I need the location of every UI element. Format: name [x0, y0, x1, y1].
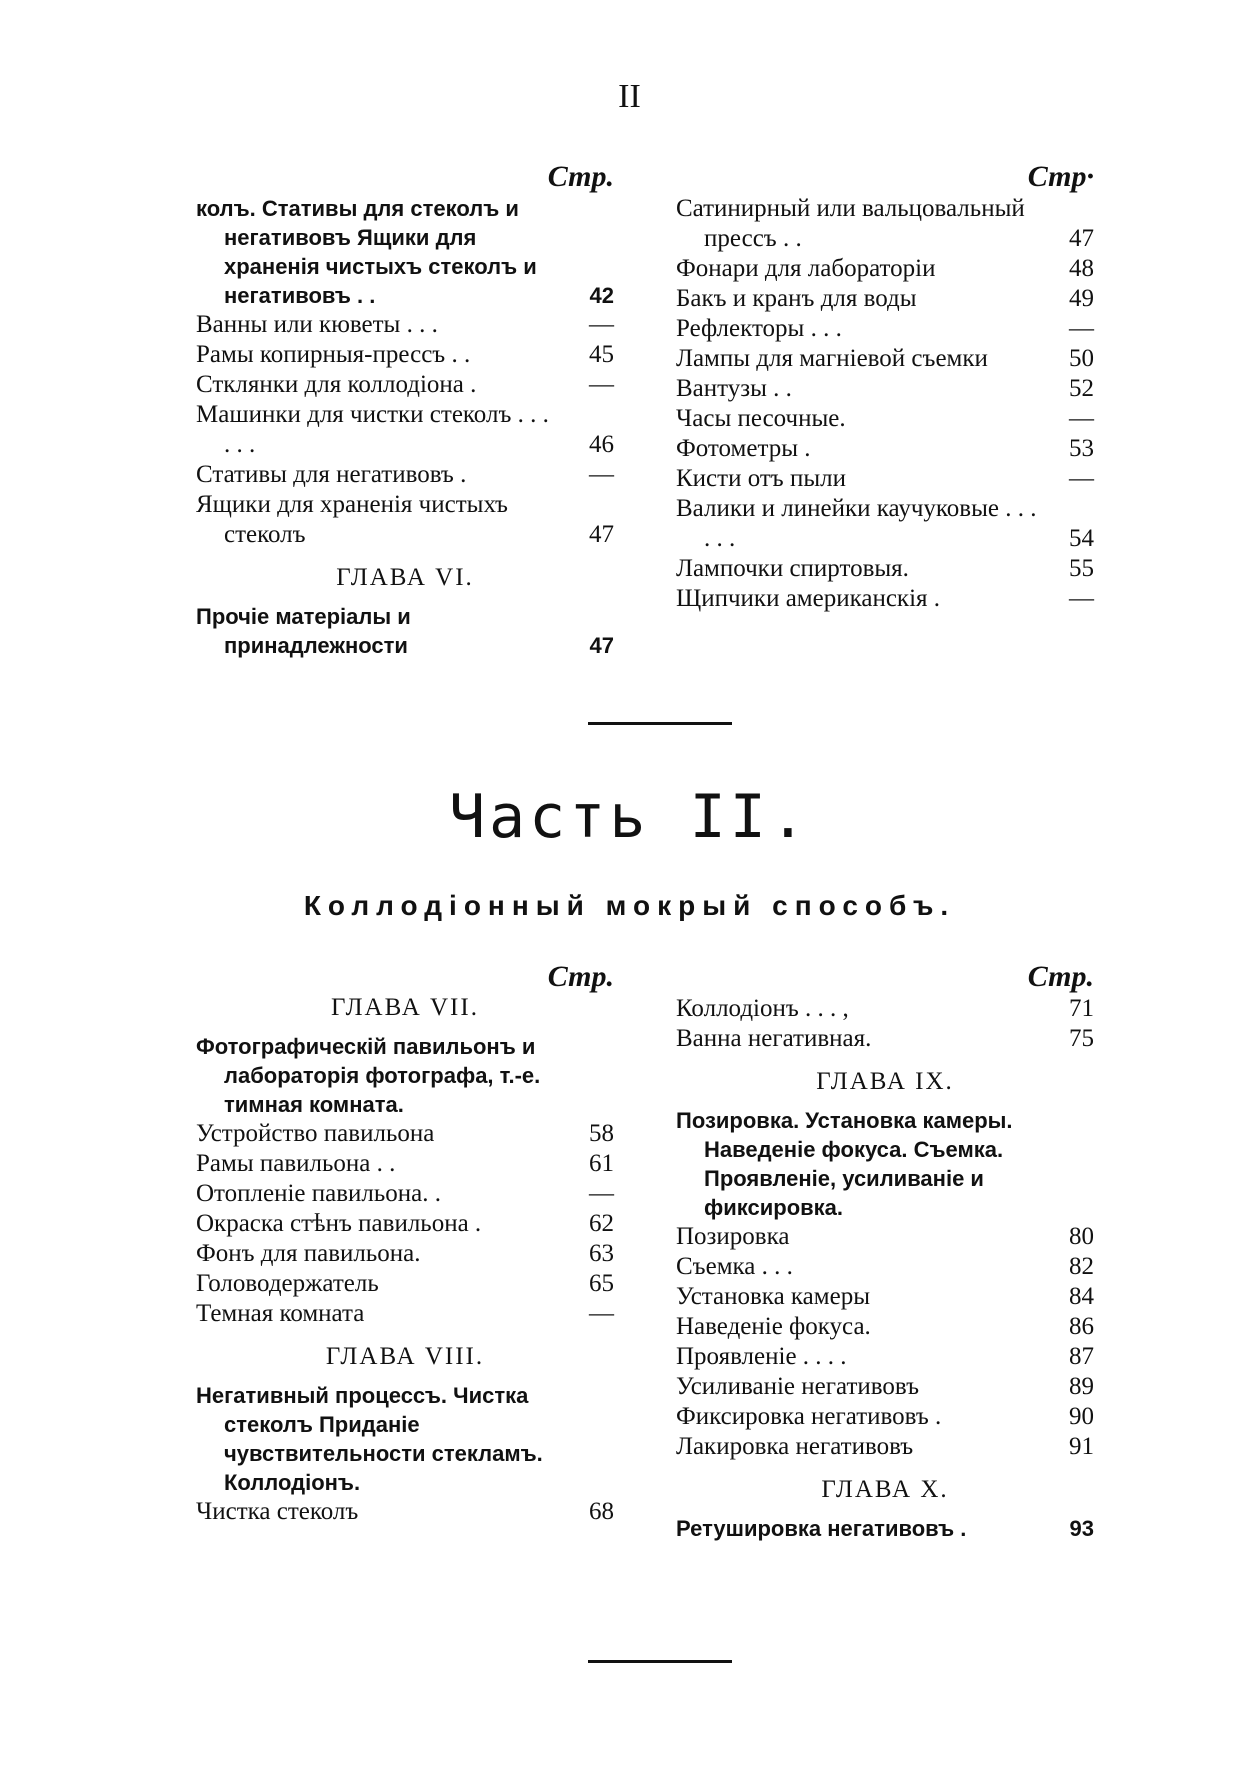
- entry-page: 47: [1069, 225, 1094, 252]
- entry-page: 62: [589, 1210, 614, 1237]
- entry-page: 84: [1069, 1283, 1094, 1310]
- toc-entry: [676, 254, 1094, 284]
- toc-entry: [196, 1119, 614, 1149]
- toc-entry: [196, 340, 614, 370]
- toc-entry: [676, 434, 1094, 464]
- toc-bottom-right-column: [676, 960, 1094, 1543]
- toc-list: [196, 194, 614, 550]
- toc-entry: [196, 400, 614, 460]
- entry-page: —: [1069, 315, 1094, 342]
- toc-entry: [676, 404, 1094, 434]
- entry-title: Рамы копирныя-прессъ . .: [196, 341, 471, 368]
- entry-title: Съемка . . .: [676, 1253, 793, 1280]
- entry-page: 46: [589, 431, 614, 458]
- entry-title: Стативы для негативовъ .: [196, 461, 467, 488]
- entry-page: —: [1069, 405, 1094, 432]
- entry-title: Лампы для магніевой съемки: [676, 345, 988, 372]
- toc-entry: [676, 1282, 1094, 1312]
- section-title: Негативный процессъ. Чистка стеколъ Приданіе чувствительности стекламъ. Коллодіонъ.: [196, 1383, 543, 1495]
- toc-entry: [196, 602, 614, 660]
- entry-page: 58: [589, 1120, 614, 1147]
- entry-title: Коллодіонъ . . . ,: [676, 995, 849, 1022]
- page-number: II: [618, 78, 641, 115]
- entry-page: 55: [1069, 555, 1094, 582]
- entry-title: Ящики для храненія чистыхъ стеколъ: [196, 491, 508, 548]
- entry-title: Усиливаніе негативовъ: [676, 1373, 919, 1400]
- toc-entry: [676, 1372, 1094, 1402]
- entry-title: Устройство павильона: [196, 1120, 435, 1147]
- entry-page: 91: [1069, 1433, 1094, 1460]
- entry-title: Темная комната: [196, 1300, 365, 1327]
- toc-entry: [196, 370, 614, 400]
- entry-page: 65: [589, 1270, 614, 1297]
- entry-title: Кисти отъ пыли: [676, 465, 847, 492]
- entry-page: 54: [1069, 525, 1094, 552]
- chapter-heading: ГЛАВА VII.: [331, 994, 479, 1021]
- entry-page: 80: [1069, 1223, 1094, 1250]
- entry-title: Наведеніе фокуса.: [676, 1313, 871, 1340]
- entry-title: Отопленіе павильона. .: [196, 1180, 442, 1207]
- toc-entry: [196, 1149, 614, 1179]
- entry-page: 89: [1069, 1373, 1094, 1400]
- entry-title: Лакировка негативовъ: [676, 1433, 914, 1460]
- toc-entry: [676, 584, 1094, 614]
- toc-entry: [676, 284, 1094, 314]
- chapter-heading: ГЛАВА X.: [821, 1476, 949, 1503]
- toc-entry: [676, 1402, 1094, 1432]
- entry-title: Позировка: [676, 1223, 790, 1250]
- entry-title: Проявленіе . . . .: [676, 1343, 847, 1370]
- entry-page: 61: [589, 1150, 614, 1177]
- toc-entry: [196, 1239, 614, 1269]
- toc-list: [676, 1222, 1094, 1462]
- entry-page: 45: [589, 341, 614, 368]
- page-column-label: Стр.: [547, 160, 614, 193]
- part-subtitle: Коллодіонный мокрый способъ.: [303, 890, 956, 921]
- toc-entry: [196, 310, 614, 340]
- divider-rule: [588, 1660, 732, 1663]
- entry-page: 90: [1069, 1403, 1094, 1430]
- chapter-heading: ГЛАВА VI.: [336, 564, 474, 591]
- entry-page: —: [589, 371, 614, 398]
- toc-list: [676, 994, 1094, 1054]
- entry-page: 86: [1069, 1313, 1094, 1340]
- entry-page: 42: [589, 283, 614, 308]
- toc-entry: [676, 994, 1094, 1024]
- toc-entry: [196, 490, 614, 550]
- entry-page: 49: [1069, 285, 1094, 312]
- toc-entry: [676, 1514, 1094, 1543]
- entry-page: 68: [589, 1498, 614, 1525]
- entry-page: 47: [589, 521, 614, 548]
- toc-entry: [676, 194, 1094, 254]
- toc-bottom-left-column: [196, 960, 614, 1527]
- entry-title: Прочіе матеріалы и принадлежности: [196, 604, 411, 658]
- toc-entry: [196, 460, 614, 490]
- entry-title: Щипчики американскія .: [676, 585, 941, 612]
- entry-page: 50: [1069, 345, 1094, 372]
- toc-entry: [196, 194, 614, 310]
- entry-title: Вантузы . .: [676, 375, 792, 402]
- toc-entry: [676, 494, 1094, 554]
- entry-title: Ретушировка негативовъ .: [676, 1516, 967, 1541]
- chapter-section-heading: [196, 1381, 614, 1497]
- page-column-label: Стр.: [547, 960, 614, 993]
- entry-page: 82: [1069, 1253, 1094, 1280]
- entry-title: Установка камеры: [676, 1283, 870, 1310]
- divider-rule: [588, 722, 732, 725]
- entry-title: Фонари для лабораторіи: [676, 255, 936, 282]
- toc-entry: [676, 344, 1094, 374]
- entry-title: Рамы павильона . .: [196, 1150, 396, 1177]
- section-title: Фотографическій павильонъ и лабораторія фотографа, т.-е. тимная комната.: [196, 1034, 541, 1117]
- entry-title: колъ. Стативы для стеколъ и негативовъ Ящики для храненія чистыхъ стеколъ и негативовъ . .: [196, 196, 537, 308]
- toc-entry: [196, 1269, 614, 1299]
- chapter-section-heading: [676, 1106, 1094, 1222]
- entry-title: Бакъ и кранъ для воды: [676, 285, 917, 312]
- toc-entry: [676, 1312, 1094, 1342]
- toc-entry: [676, 1252, 1094, 1282]
- entry-page: 52: [1069, 375, 1094, 402]
- entry-title: Ванна негативная.: [676, 1025, 872, 1052]
- entry-title: Чистка стеколъ: [196, 1498, 359, 1525]
- toc-list: [196, 1119, 614, 1329]
- page-column-label: Стр.: [1027, 960, 1094, 993]
- entry-page: 53: [1069, 435, 1094, 462]
- entry-page: —: [589, 1300, 614, 1327]
- entry-page: 48: [1069, 255, 1094, 282]
- entry-title: Головодержатель: [196, 1270, 379, 1297]
- toc-entry: [676, 314, 1094, 344]
- entry-title: Рефлекторы . . .: [676, 315, 842, 342]
- toc-entry: [676, 1432, 1094, 1462]
- entry-title: Сатинирный или вальцовальный прессъ . .: [676, 195, 1025, 252]
- entry-title: Фотометры .: [676, 435, 811, 462]
- entry-page: 87: [1069, 1343, 1094, 1370]
- page-column-label: Стр·: [1027, 160, 1094, 193]
- chapter-section-heading: [196, 1032, 614, 1119]
- entry-title: Валики и линейки каучуковые . . . . . .: [676, 495, 1037, 552]
- entry-page: —: [1069, 465, 1094, 492]
- toc-top-right-column: [676, 160, 1094, 614]
- chapter-heading: ГЛАВА VIII.: [325, 1343, 485, 1370]
- toc-list: [676, 194, 1094, 614]
- toc-entry: [196, 1497, 614, 1527]
- chapter-heading: ГЛАВА IX.: [816, 1068, 954, 1095]
- toc-entry: [676, 1024, 1094, 1054]
- entry-page: —: [589, 461, 614, 488]
- toc-top-left-column: [196, 160, 614, 660]
- toc-entry: [676, 464, 1094, 494]
- entry-page: 71: [1069, 995, 1094, 1022]
- entry-page: 63: [589, 1240, 614, 1267]
- entry-title: Ванны или кюветы . . .: [196, 311, 438, 338]
- entry-page: —: [1069, 585, 1094, 612]
- toc-entry: [196, 1179, 614, 1209]
- entry-page: 93: [1069, 1516, 1094, 1541]
- part-title: Часть II.: [448, 782, 811, 852]
- toc-entry: [676, 554, 1094, 584]
- entry-title: Часы песочные.: [676, 405, 846, 432]
- entry-page: —: [589, 311, 614, 338]
- entry-title: Лампочки спиртовыя.: [676, 555, 909, 582]
- entry-page: 75: [1069, 1025, 1094, 1052]
- section-title: Позировка. Установка камеры. Наведеніе фокуса. Съемка. Проявленіе, усиливаніе и фиксировка.: [676, 1108, 1013, 1220]
- toc-entry: [676, 1342, 1094, 1372]
- entry-title: Окраска стѣнъ павильона .: [196, 1210, 482, 1237]
- entry-page: 47: [589, 633, 614, 658]
- entry-page: —: [589, 1180, 614, 1207]
- toc-list: [196, 1497, 614, 1527]
- entry-title: Машинки для чистки стеколъ . . . . . .: [196, 401, 549, 458]
- toc-entry: [196, 1209, 614, 1239]
- toc-entry: [676, 374, 1094, 404]
- entry-title: Стклянки для коллодіона .: [196, 371, 477, 398]
- entry-title: Фиксировка негативовъ .: [676, 1403, 942, 1430]
- toc-entry: [676, 1222, 1094, 1252]
- entry-title: Фонъ для павильона.: [196, 1240, 421, 1267]
- toc-entry: [196, 1299, 614, 1329]
